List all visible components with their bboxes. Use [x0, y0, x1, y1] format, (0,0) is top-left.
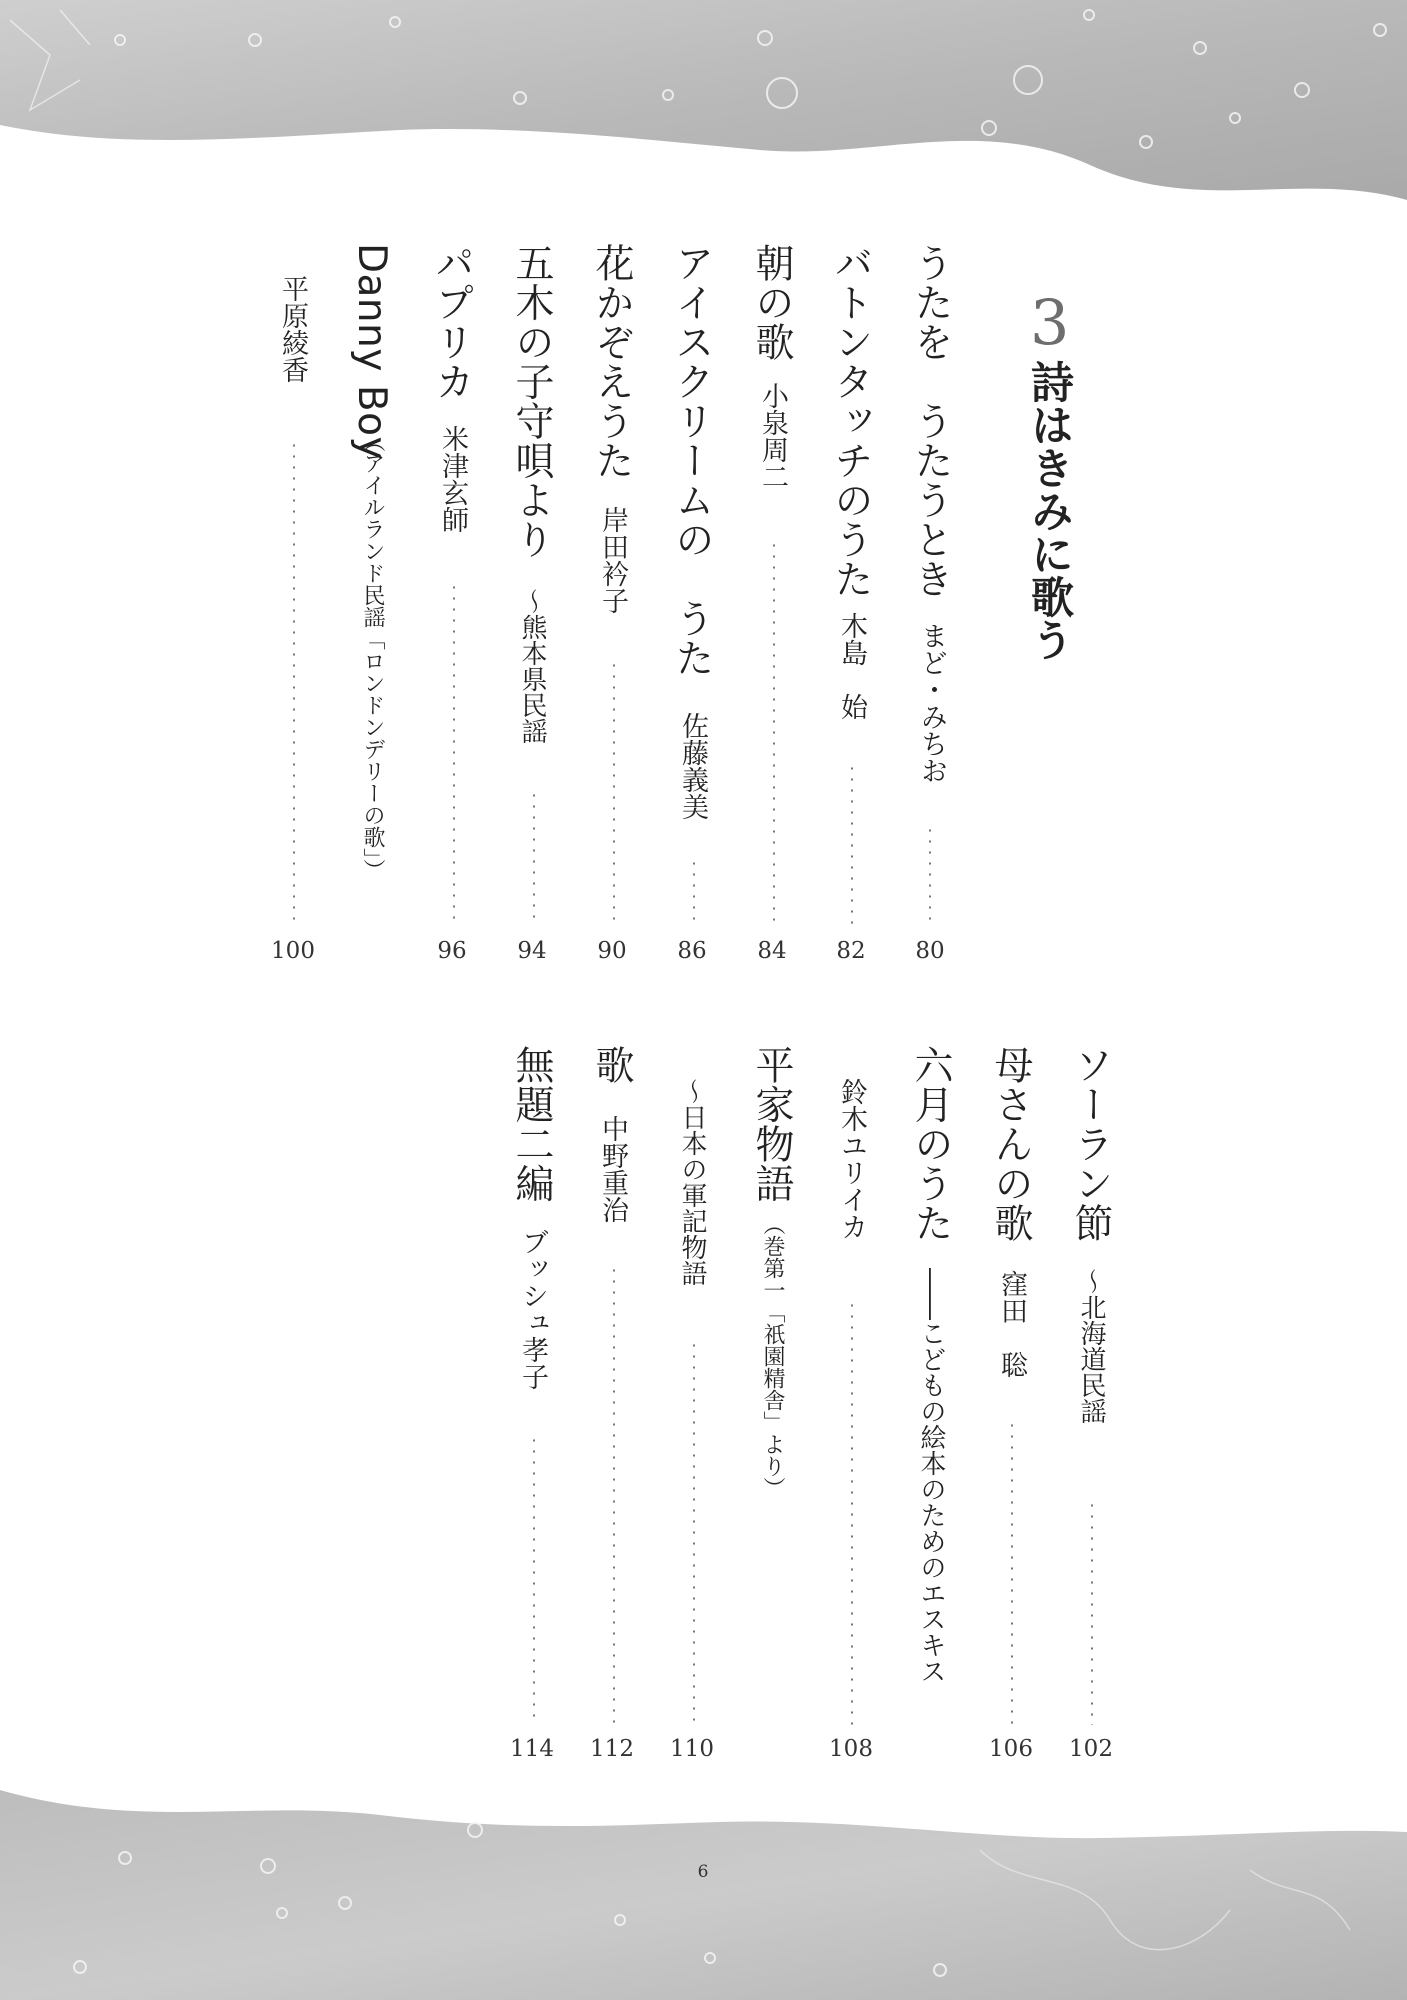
- chapter-number: 3: [1030, 286, 1070, 359]
- leader-dots: [851, 1300, 853, 1725]
- leader-dots: [453, 582, 455, 925]
- page-number[interactable]: 102: [1069, 1736, 1113, 1762]
- leader-dots: [533, 790, 535, 925]
- entry-subtitle: ――こどもの絵本のためのエスキス: [916, 1268, 946, 1684]
- entry-author: 鈴木ユリイカ: [836, 1078, 867, 1240]
- leader-dots: [613, 660, 615, 925]
- chapter-title: 詩はきみに歌う: [1024, 360, 1074, 661]
- leader-dots: [851, 763, 853, 925]
- entry-title[interactable]: うたを うたうとき: [908, 243, 953, 599]
- page-number[interactable]: 86: [677, 938, 707, 964]
- entry-subtitle: （アイルランド民謡「ロンドンデリーの歌」）: [360, 430, 385, 881]
- leader-dots: [533, 1435, 535, 1725]
- leader-dots: [929, 825, 931, 925]
- page-number[interactable]: 82: [836, 938, 866, 964]
- entry-author: 中野重治: [597, 1115, 628, 1223]
- entry-author: 窪田 聡: [996, 1270, 1027, 1378]
- page-number[interactable]: 84: [757, 938, 787, 964]
- page-number[interactable]: 96: [437, 938, 467, 964]
- entry-title[interactable]: 花かぞえうた: [589, 243, 634, 480]
- entry-subtitle-secondary: 〜日本の軍記物語: [677, 1078, 707, 1286]
- entry-author: 木島 始: [836, 612, 867, 720]
- page-number[interactable]: 110: [670, 1736, 714, 1762]
- entry-title[interactable]: 無題二編: [509, 1045, 554, 1203]
- entry-title[interactable]: 母さんの歌: [988, 1045, 1033, 1243]
- entry-subtitle: （巻第一「祇園精舎」より）: [760, 1213, 785, 1499]
- entry-author: 小泉周二: [757, 382, 788, 490]
- entry-title[interactable]: 朝の歌: [749, 243, 794, 362]
- page-number[interactable]: 94: [517, 938, 547, 964]
- entry-title[interactable]: 平家物語: [749, 1045, 794, 1203]
- entry-title[interactable]: 六月のうた: [908, 1045, 953, 1243]
- entry-title[interactable]: パプリカ: [429, 243, 474, 401]
- leader-dots: [693, 858, 695, 925]
- entry-title[interactable]: 五木の子守唄より: [509, 243, 554, 559]
- leader-dots: [773, 540, 775, 925]
- top-decorative-band: [0, 0, 1407, 230]
- page-folio: 6: [697, 1862, 709, 1882]
- entry-author: 平原綾香: [277, 275, 308, 383]
- entry-author: 米津玄師: [437, 425, 468, 533]
- bottom-decorative-band: [0, 1770, 1407, 2000]
- leader-dots: [1091, 1500, 1093, 1725]
- leader-dots: [293, 440, 295, 925]
- leader-dots: [693, 1340, 695, 1725]
- entry-title[interactable]: アイスクリームの うた: [669, 243, 714, 678]
- page-number[interactable]: 100: [271, 938, 315, 964]
- page-number[interactable]: 106: [989, 1736, 1033, 1762]
- entry-subtitle: 〜北海道民謡: [1076, 1268, 1106, 1424]
- page-number[interactable]: 114: [510, 1736, 554, 1762]
- leader-dots: [613, 1265, 615, 1725]
- page-number[interactable]: 112: [590, 1736, 634, 1762]
- entry-author: 岸田衿子: [597, 506, 628, 614]
- page-number[interactable]: 90: [597, 938, 627, 964]
- entry-title[interactable]: ソーラン節: [1068, 1045, 1113, 1243]
- page-number[interactable]: 108: [829, 1736, 873, 1762]
- entry-author: まど・みちお: [916, 622, 947, 784]
- entry-author: 佐藤義美: [677, 712, 708, 820]
- entry-title[interactable]: 歌: [589, 1045, 634, 1085]
- page-number[interactable]: 80: [915, 938, 945, 964]
- entry-title[interactable]: Danny Boy: [349, 243, 394, 461]
- leader-dots: [1011, 1420, 1013, 1725]
- entry-title[interactable]: バトンタッチのうた: [828, 243, 873, 599]
- entry-subtitle: 〜熊本県民謡: [517, 588, 547, 744]
- entry-author: ブッシュ孝子: [517, 1228, 548, 1390]
